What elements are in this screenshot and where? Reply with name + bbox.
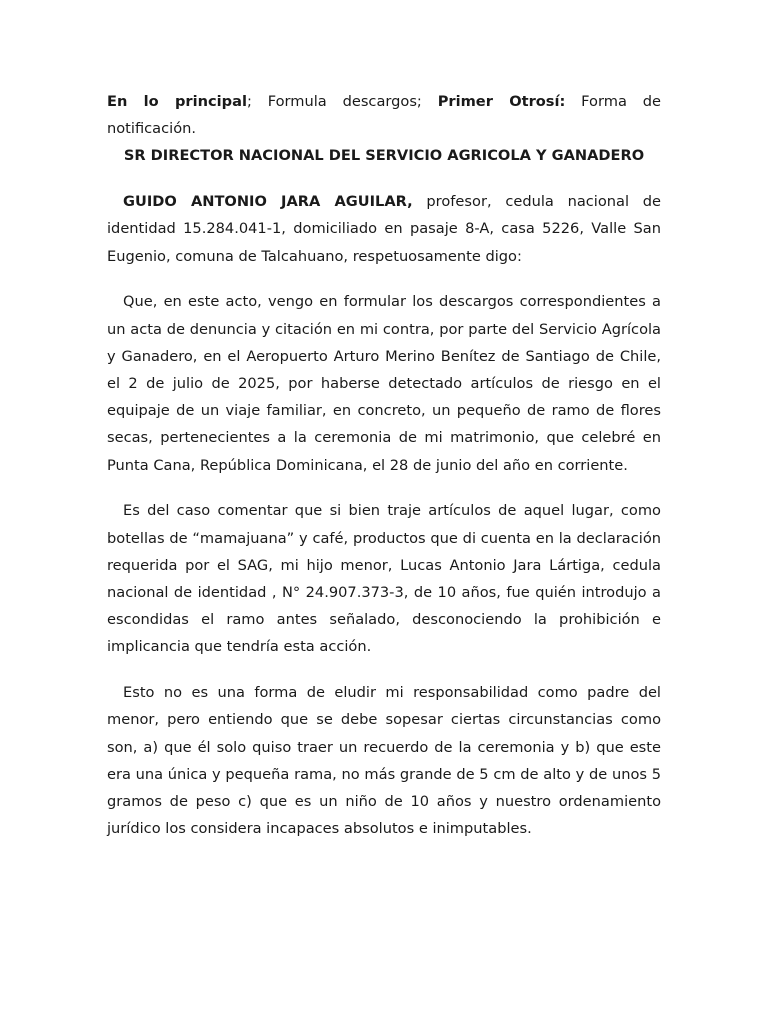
body-paragraph: Es del caso comentar que si bien traje artículos de aquel lugar, como botellas de “mamajuana” y café, productos que di cuenta en la declaración requerida por el SAG, mi hijo menor, Lucas Antonio Jara Lártiga, cedula nacional de identidad , N° 24.907.373-3, de 10 años, fue quién introdujo a escondidas el ramo antes señalado, desconociendo la prohibición e implicancia que tendría esta acción. [107,502,661,656]
otrosi-text: Forma de notificación. [107,93,661,138]
intro-text: profesor, cedula nacional de identidad 15.284.041-1, domiciliado en pasaje 8-A, casa 5226, Valle San Eugenio, comuna de Talcahuano, respetuosamente digo: [107,193,661,265]
principal-label: En lo principal [107,93,247,110]
sumilla [107,88,661,142]
body-paragraph: Esto no es una forma de eludir mi responsabilidad como padre del menor, pero entiendo que se debe sopesar ciertas circunstancias como son, a) que él solo quiso traer un recuerdo de la ceremonia y b) que este era una única y pequeña rama, no más grande de 5 cm de alto y de unos 5 gramos de peso c) que es un niño de 10 años y nuestro ordenamiento jurídico los considera incapaces absolutos e inimputables. [107,684,661,838]
intro-paragraph [107,188,661,270]
addressee-heading: SR DIRECTOR NACIONAL DEL SERVICIO AGRICOLA Y GANADERO [123,147,645,165]
document-page [107,88,661,842]
otrosi-label: Primer Otrosí: [437,93,566,110]
principal-text: ; Formula descargos; [246,93,438,110]
applicant-name: GUIDO ANTONIO JARA AGUILAR, [123,193,413,211]
body-paragraph: Que, en este acto, vengo en formular los descargos correspondientes a un acta de denuncia y citación en mi contra, por parte del Servicio Agrícola y Ganadero, en el Aeropuerto Arturo Merino Benítez de Santiago de Chile, el 2 de julio de 2025, por haberse detectado artículos de riesgo en el equipaje de un viaje familiar, en concreto, un pequeño de ramo de flores secas, pertenecientes a la ceremonia de mi matrimonio, que celebré en Punta Cana, República Dominicana, el 28 de junio del año en corriente. [107,293,661,474]
